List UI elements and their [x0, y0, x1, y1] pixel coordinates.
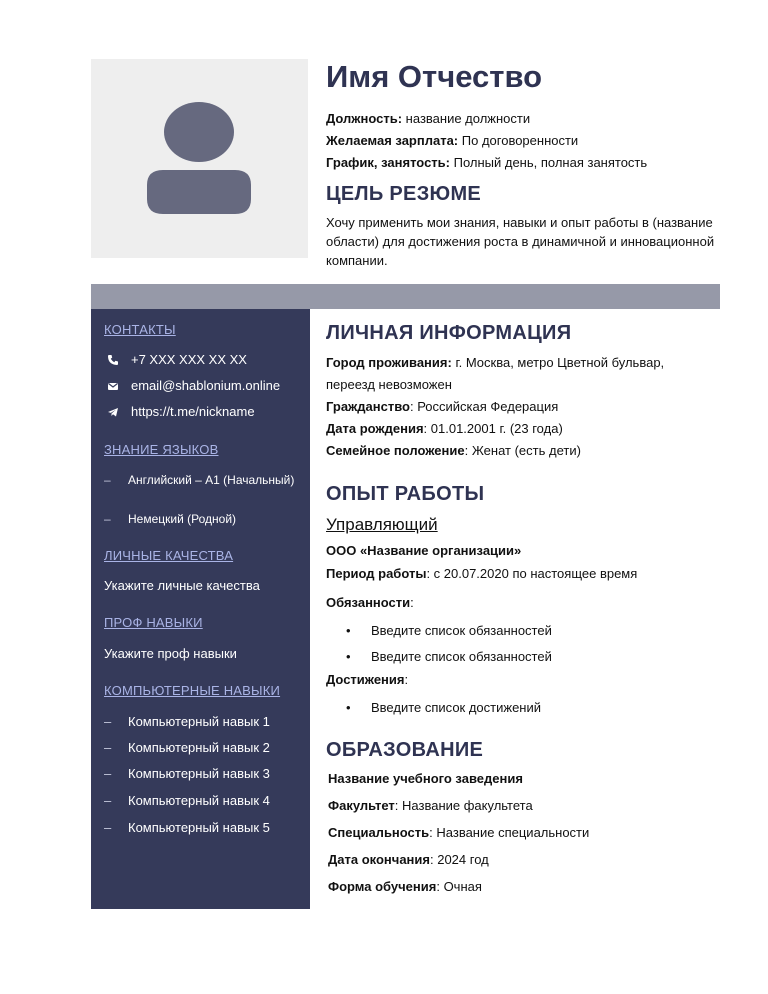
full-name: Имя Отчество [326, 59, 543, 94]
graduation-line: Дата окончания: 2024 год [328, 852, 489, 867]
email-contact[interactable] [107, 378, 280, 393]
contacts-heading: КОНТАКТЫ [104, 322, 176, 337]
education-info [328, 768, 728, 898]
phone-icon [107, 354, 119, 366]
language-item: – Английский – A1 (Начальный) [104, 473, 295, 487]
languages-heading: ЗНАНИЕ ЯЗЫКОВ [104, 442, 219, 457]
citizenship-line: Гражданство: Российская Федерация [326, 399, 559, 414]
education-title: ОБРАЗОВАНИЕ [326, 739, 484, 761]
achievements-label: Достижения: [326, 672, 409, 687]
experience-title: ОПЫТ РАБОТЫ [326, 483, 485, 505]
computer-skill-item: – Компьютерный навык 4 [104, 793, 270, 808]
phone-contact[interactable] [107, 352, 247, 367]
telegram-link: https://t.me/nickname [131, 404, 255, 419]
job-title: Управляющий [326, 515, 438, 534]
resume-header [326, 58, 726, 174]
computer-skill-item: – Компьютерный навык 1 [104, 714, 270, 729]
telegram-contact[interactable] [107, 404, 255, 419]
study-form-line: Форма обучения: Очная [328, 879, 482, 894]
personal-qualities-heading: ЛИЧНЫЕ КАЧЕСТВА [104, 548, 234, 563]
computer-skills-heading: КОМПЬЮТЕРНЫЕ НАВЫКИ [104, 683, 281, 698]
city-line: Город проживания: г. Москва, метро Цветной бульвар, [326, 355, 665, 370]
computer-skill-item: – Компьютерный навык 2 [104, 740, 270, 755]
goal-title: ЦЕЛЬ РЕЗЮМЕ [326, 183, 482, 205]
avatar-placeholder [91, 59, 308, 258]
position-line: Должность: название должности [326, 111, 531, 126]
specialty-line: Специальность: Название специальности [328, 825, 590, 840]
telegram-icon [107, 406, 119, 418]
prof-skills-heading: ПРОФ НАВЫКИ [104, 615, 203, 630]
goal-text: Хочу применить мои знания, навыки и опыт работы в (название области) для достижения роста в динамичной и инновационной компании. [326, 215, 715, 268]
period-line: Период работы: с 20.07.2020 по настоящее время [326, 566, 638, 581]
birth-line: Дата рождения: 01.01.2001 г. (23 года) [326, 421, 563, 436]
personal-info [326, 352, 726, 462]
sidebar [91, 309, 310, 909]
person-icon [91, 59, 308, 258]
duties-label: Обязанности: [326, 595, 414, 610]
personal-info-title: ЛИЧНАЯ ИНФОРМАЦИЯ [326, 322, 572, 344]
computer-skill-item: – Компьютерный навык 5 [104, 820, 270, 835]
schedule-line: График, занятость: Полный день, полная занятость [326, 155, 648, 170]
phone-number: +7 XXX XXX XX XX [131, 352, 247, 367]
institution-line: Название учебного заведения [328, 771, 523, 786]
company-name: ООО «Название организации» [326, 543, 522, 558]
computer-skill-item: – Компьютерный навык 3 [104, 766, 270, 781]
faculty-line: Факультет: Название факультета [328, 798, 533, 813]
personal-qualities-text: Укажите личные качества [104, 578, 260, 593]
mail-icon [107, 380, 119, 392]
family-line: Семейное положение: Женат (есть дети) [326, 443, 581, 458]
email-address: email@shablonium.online [131, 378, 281, 393]
language-item: – Немецкий (Родной) [104, 512, 237, 526]
divider-band [91, 284, 720, 309]
prof-skills-text: Укажите проф навыки [104, 646, 237, 661]
salary-line: Желаемая зарплата: По договоренности [326, 133, 579, 148]
city-line-2: переезд невозможен [326, 377, 452, 392]
